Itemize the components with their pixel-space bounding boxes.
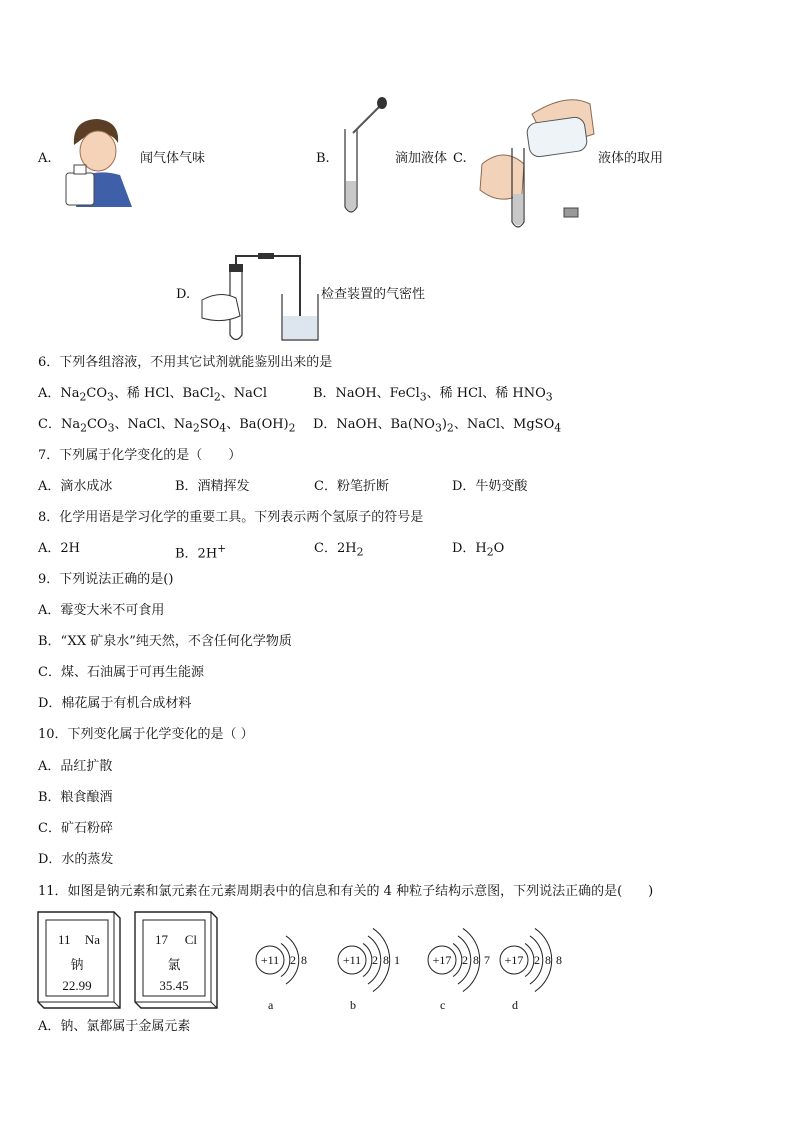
- atom-diagram-c: [426, 940, 506, 1020]
- q9-option-b: B．“XX 矿泉水”纯天然，不含任何化学物质: [38, 634, 292, 649]
- atom-label: c: [440, 998, 446, 1012]
- q10-option-a: A．品红扩散: [38, 759, 113, 774]
- q5-option-c-letter: C.: [453, 151, 467, 166]
- periodic-tile-chlorine: [135, 912, 217, 1008]
- atom-diagram-a: [254, 940, 334, 1020]
- atom-label: a: [268, 998, 274, 1012]
- sodium-atomic-mass: 22.99: [62, 978, 92, 993]
- atom-label: b: [350, 998, 356, 1012]
- atom-diagram-b: [336, 940, 416, 1020]
- q9-option-a: A．霉变大米不可食用: [38, 603, 165, 618]
- q8-option-d: D．$H_2O$: [452, 541, 505, 559]
- chlorine-atomic-number: 17: [155, 932, 168, 947]
- atom-electron-shells: 2 8 7: [462, 953, 491, 967]
- q7-option-a: A．滴水成冰: [38, 479, 113, 494]
- q5-option-d-caption: 检查装置的气密性: [321, 287, 426, 302]
- boy-smelling-image: [62, 115, 142, 214]
- q10-option-b: B．粮食酿酒: [38, 790, 113, 805]
- periodic-tile-sodium: [38, 912, 120, 1008]
- q5-option-d-letter: D.: [176, 287, 191, 302]
- q8-option-a: A．2H: [38, 541, 80, 556]
- sodium-atomic-number: 11: [58, 932, 71, 947]
- q10-option-d: D．水的蒸发: [38, 852, 114, 867]
- q7-stem: 7．下列属于化学变化的是（ ）: [38, 448, 242, 463]
- atom-nucleus-charge: +11: [260, 953, 280, 967]
- pouring-liquid-image: [472, 94, 597, 238]
- q6-option-d: D．NaOH、$Ba(NO_3)_2$、NaCl、MgSO$_4$: [313, 417, 562, 435]
- q5-option-c-caption: 液体的取用: [598, 151, 664, 166]
- atom-nucleus-charge: +17: [504, 953, 524, 967]
- chlorine-name: 氯: [167, 958, 181, 973]
- q10-stem: 10．下列变化属于化学变化的是（ ）: [38, 727, 254, 742]
- atom-electron-shells: 2 8 1: [372, 953, 401, 967]
- q9-option-c: C．煤、石油属于可再生能源: [38, 665, 204, 680]
- atom-electron-shells: 2 8: [290, 953, 308, 967]
- q7-option-c: C．粉笔折断: [314, 479, 389, 494]
- q6-option-b: B．NaOH、FeCl$_3$、稀 HCl、稀 $HNO_3$: [313, 386, 553, 404]
- q6-option-c: C．$Na_2CO_3$、NaCl、$Na_2SO_4$、$Ba(OH)_2$: [38, 417, 296, 435]
- q7-option-b: B．酒精挥发: [175, 479, 250, 494]
- q11-option-a: A．钠、氯都属于金属元素: [38, 1019, 191, 1034]
- q6-stem: 6．下列各组溶液，不用其它试剂就能鉴别出来的是: [38, 355, 333, 370]
- atom-diagram-d: [498, 940, 578, 1020]
- q7-option-d: D．牛奶变酸: [452, 479, 528, 494]
- q5-option-b-letter: B.: [316, 151, 330, 166]
- q10-option-c: C．矿石粉碎: [38, 821, 113, 836]
- q8-stem: 8．化学用语是学习化学的重要工具。下列表示两个氢原子的符号是: [38, 510, 424, 525]
- q9-option-d: D．棉花属于有机合成材料: [38, 696, 192, 711]
- chlorine-symbol: Cl: [184, 932, 197, 947]
- atom-nucleus-charge: +11: [342, 953, 362, 967]
- atom-label: d: [512, 998, 518, 1012]
- q11-stem: 11．如图是钠元素和氯元素在元素周期表中的信息和有关的 4 种粒子结构示意图，下列说法正确的是( ): [38, 884, 654, 899]
- q8-option-b: B．2H+: [175, 542, 227, 562]
- chlorine-atomic-mass: 35.45: [159, 978, 189, 993]
- q6-option-a: A．$Na_2CO_3$、稀 HCl、BaCl$_2$、NaCl: [38, 386, 268, 404]
- q5-option-b-caption: 滴加液体: [395, 151, 448, 166]
- q5-option-a-caption: 闻气体气味: [140, 151, 206, 166]
- sodium-symbol: Na: [84, 932, 100, 947]
- q5-option-a-letter: A.: [38, 151, 52, 166]
- q8-option-c: C．$2H_2$: [314, 541, 364, 559]
- q9-stem: 9．下列说法正确的是(): [38, 572, 174, 587]
- dropper-test-tube-image: [335, 95, 395, 224]
- atom-electron-shells: 2 8 8: [534, 953, 563, 967]
- sodium-name: 钠: [70, 958, 84, 973]
- atom-nucleus-charge: +17: [432, 953, 452, 967]
- airtightness-apparatus-image: [200, 250, 325, 349]
